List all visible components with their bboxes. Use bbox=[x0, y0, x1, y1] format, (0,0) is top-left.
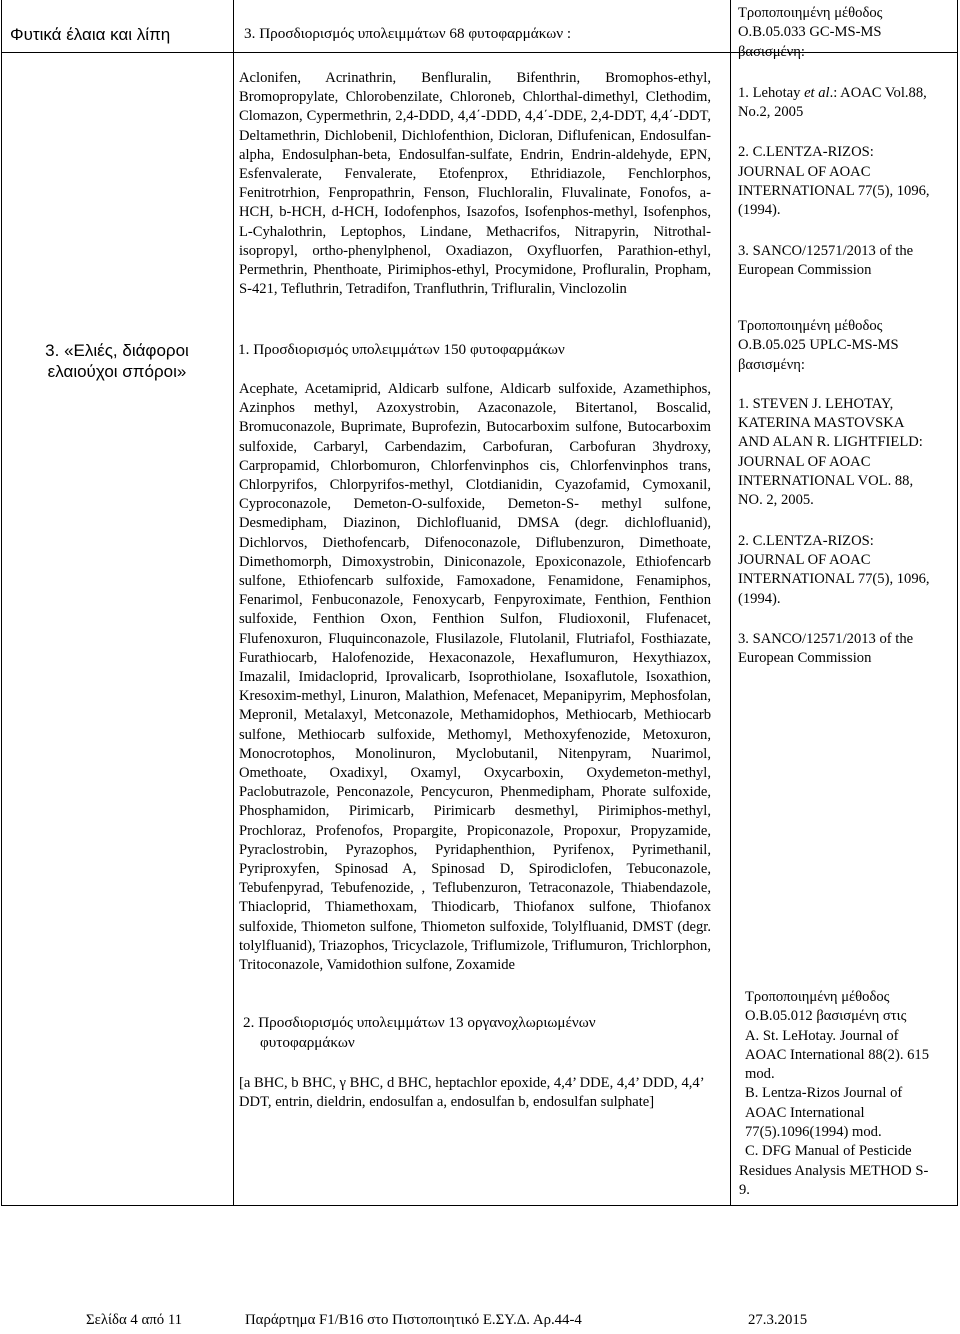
method-ref-1: 1. Lehotay et al.: AOAC Vol.88, bbox=[738, 84, 927, 101]
method-ref-2-line2: JOURNAL OF AOAC bbox=[738, 551, 871, 568]
pesticide-list-150: Acephate, Acetamiprid, Aldicarb sulfone, Aldicarb sulfoxide, Azamethiphos, Azinphos methyl, Azoxystrobin, Azaconazole, Bitertanol, Boscalid, Bromuconazole, Buprimate, Buprofezin, Butocarboxim sulfone, Butocarboxim sulfoxide, Carbaryl, Carbendazim, Carbofuran, Carbofuran 3hydroxy, Carpropamid, Chlorbomuron, Chlorfenvinphos cis, Chlorfenvinphos trans, Chlorpyrifos, Chlorpyrifos-methyl, Clotdianidin, Cyazofamid, Cymoxanil, Cyproconazole, Demeton-O-sulfoxide, Demeton-S- methyl sulfone, Desmedipham, Diazinon, Dichlofluanid, DMSA (degr. dichlofluanid), Dichlorvos, Diethofencarb, Difenoconazole, Diflubenzuron, Dimethoate, Dimethomorph, Dimoxystrobin, Diniconazole, Epoxiconazole, Ethiofencarb sulfone, Ethiofencarb sulfoxide, Famoxadone, Fenamidone, Fenamiphos, Fenarimol, Fenbuconazole, Fenoxycarb, Fenpyroximate, Fenthion, Fenthion sulfoxide, Fenthion Oxon, Fenthion Sulfon, Fludioxonil, Flufenacet, Flufenoxuron, Fluquinconazole, Flusilazole, Flutolanil, Flutriafol, Fosthiazate, Furathiocarb, Halofenozide, Hexaconazole, Hexaflumuron, Hexythiazox, Imazalil, Imidacloprid, Iprovalicarb, Isoprothiolane, Isoxaflutole, Isoxathion, Kresoxim-methyl, Linuron, Malathion, Mefenacet, Mepanipyrim, Mephosfolan, Mepronil, Metalaxyl, Metconazole, Methamidophos, Methiocarb, Methiocarb sulfone, Methiocarb sulfoxide, Methomyl, Methoxyfenozide, Metoxuron, Monocrotophos, Monolinuron, Myclobutanil, Nitenpyram, Nuarimol, Omethoate, Oxadixyl, Oxamyl, Oxycarboxin, Oxydemeton-methyl, Paclobutrazole, Penconazole, Pencycuron, Phenmedipham, Phorate sulfoxide, Phosphamidon, Pirimicarb, Pirimicarb desmethyl, Pirimiphos-methyl, Prochloraz, Profenofos, Propargite, Propiconazole, Propoxur, Propyzamide, Pyraclostrobin, Pyrazophos, Pyridaphenthion, Pyrifenox, Pyrimethanil, Pyriproxyfen, Spinosad A, Spinosad D, Spirodiclofen, Tebuconazole, Tebufenpyrad, Tebufenozide, , Teflubenzuron, Tetraconazole, Thiabendazole, Thiacloprid, Thiamethoxam, Thiodicarb, Thiofanox sulfone, Thiofanox sulfoxide, Thiometon sulfone, Thiometon sulfoxide, Tolylfluanid, DMST (degr. tolylfluanid), Triazophos, Tricyclazole, Triflumizole, Triflumuron, Trichlorphon, Tritoconazole, Vamidothion sulfone, Zoxamide bbox=[239, 381, 711, 974]
method2-line-1: Τροποποιημένη μέθοδος bbox=[745, 989, 890, 1005]
section-heading-13-organochlorines bbox=[243, 1013, 723, 1053]
method-ref-2: 2. C.LENTZA-RIZOS: bbox=[738, 144, 874, 161]
method2-line-6: B. Lentza-Rizos Journal of bbox=[745, 1085, 903, 1102]
method2-line-4: AOAC International 88(2). 615 bbox=[745, 1046, 930, 1063]
footer-date: 27.3.2015 bbox=[748, 1312, 808, 1328]
method-ref-3-line2: European Commission bbox=[738, 650, 872, 667]
method-ref-1-line4: JOURNAL OF AOAC bbox=[738, 453, 871, 470]
pesticide-list-68: Aclonifen, Acrinathrin, Benfluralin, Bifenthrin, Bromophos-ethyl, Bromopropylate, Chlorobenzilate, Chloroneb, Chlorthal-dimethyl, Clethodim, Clomazon, Cypermethrin, 2,4-DDD, 4,4΄-DDD, 4,4΄-DDE, 2,4-DDT, 4,4΄-DDT, Deltamethrin, Dichlobenil, Dichlofenthion, Dicloran, Diflufenican, Endosulfan-alpha, Endosulphan-beta, Endosulfan-sulfate, Endrin, Endrin-aldehyde, EPN, Esfenvalerate, Fenvalerate, Etofenprox, Ethridiazole, Fenchlorphos, Fenitrotrhion, Fenpropathrin, Fenson, Fluchloralin, Fluvalinate, Fonofos, a-HCH, b-HCH, d-HCH, Iodofenphos, Isazofos, Isofenphos-methyl, Isofenphos, L-Cyhalothrin, Leptophos, Lindane, Methacrifos, Nitrapyrin, Nitrothal-isopropyl, ortho-phenylphenol, Oxadiazon, Oxyfluorfen, Parathion-ethyl, Permethrin, Phenthoate, Pirimiphos-ethyl, Procymidone, Profluralin, Propham, S-421, Tefluthrin, Tetradifon, Tranfluthrin, Trifluralin, Vinclozolin bbox=[239, 70, 711, 298]
method-ref-1-line6: NO. 2, 2005. bbox=[738, 492, 814, 509]
category-vegetable-oils: Φυτικά έλαια και λίπη bbox=[10, 25, 171, 44]
method-block-ob05012 bbox=[739, 988, 955, 1200]
method-ref-2-line3: INTERNATIONAL 77(5), 1096, bbox=[738, 183, 930, 200]
method-title: Τροποποιημένη μέθοδος bbox=[738, 318, 883, 334]
method2-line-7: AOAC International bbox=[745, 1104, 865, 1121]
category-line-1: 3. «Ελιές, διάφοροι bbox=[45, 341, 189, 360]
method2-line-10: Residues Analysis METHOD S- bbox=[739, 1162, 929, 1179]
category-line-2: ελαιούχοι σπόροι» bbox=[47, 362, 187, 381]
method2-line-3: A. St. LeHotay. Journal of bbox=[745, 1027, 899, 1044]
method-ref-1-line3: AND ALAN R. LIGHTFIELD: bbox=[738, 434, 923, 451]
section-heading-150-pesticides: 1. Προσδιορισμός υπολειμμάτων 150 φυτοφαρμάκων bbox=[238, 341, 565, 358]
method-ref-2-line3: INTERNATIONAL 77(5), 1096, bbox=[738, 571, 930, 588]
method-ref-3: 3. SANCO/12571/2013 of the bbox=[738, 242, 914, 259]
method-based-on: βασισμένη: bbox=[738, 356, 805, 373]
heading-line-1: 2. Προσδιορισμός υπολειμμάτων 13 οργανοχλωριωμένων bbox=[243, 1014, 596, 1031]
method2-line-9: C. DFG Manual of Pesticide bbox=[745, 1143, 912, 1160]
method-ref-1: 1. STEVEN J. LEHOTAY, bbox=[738, 395, 894, 412]
section-heading-68-pesticides: 3. Προσδιορισμός υπολειμμάτων 68 φυτοφαρμάκων : bbox=[244, 25, 572, 42]
method-block-uplc bbox=[738, 317, 956, 668]
method-ref-2-line4: (1994). bbox=[738, 590, 781, 607]
method-block-gcms bbox=[738, 4, 956, 280]
method-ref-1-line2: KATERINA MASTOVSKA bbox=[738, 415, 905, 432]
method-code: Ο.Β.05.025 UPLC-MS-MS bbox=[738, 337, 899, 354]
heading-line-2: φυτοφαρμάκων bbox=[260, 1034, 355, 1051]
table-divider-1 bbox=[233, 0, 234, 1206]
method-ref-1-line2: No.2, 2005 bbox=[738, 104, 804, 121]
method-based-on: βασισμένη: bbox=[738, 43, 805, 60]
method-code: Ο.Β.05.033 GC-MS-MS bbox=[738, 24, 882, 41]
method2-line-8: 77(5).1096(1994) mod. bbox=[745, 1124, 882, 1141]
method2-line-11: 9. bbox=[739, 1181, 750, 1198]
method2-line-5: mod. bbox=[745, 1066, 775, 1083]
method-ref-3: 3. SANCO/12571/2013 of the bbox=[738, 630, 914, 647]
table-border-bottom bbox=[1, 1205, 958, 1206]
method-ref-3-line2: European Commission bbox=[738, 261, 872, 278]
method-ref-2: 2. C.LENTZA-RIZOS: bbox=[738, 532, 874, 549]
organochlorine-list-13: [a BHC, b BHC, γ BHC, d BHC, heptachlor epoxide, 4,4’ DDE, 4,4’ DDD, 4,4’ DDT, entrin, dieldrin, endosulfan a, endosulfan b, endosulfan sulphate] bbox=[239, 1075, 704, 1111]
method-ref-2-line4: (1994). bbox=[738, 202, 781, 219]
footer-annex: Παράρτημα F1/B16 στο Πιστοποιητικό Ε.ΣΥ.Δ. Αρ.44-4 bbox=[245, 1312, 582, 1328]
method-title: Τροποποιημένη μέθοδος bbox=[738, 5, 883, 21]
table-border-left bbox=[1, 0, 2, 1206]
method2-line-2: Ο.Β.05.012 βασισμένη στις bbox=[745, 1008, 907, 1025]
method-ref-1-line5: INTERNATIONAL VOL. 88, bbox=[738, 473, 914, 490]
table-border-right bbox=[957, 0, 958, 1206]
method-ref-2-line2: JOURNAL OF AOAC bbox=[738, 163, 871, 180]
footer-page-number: Σελίδα 4 από 11 bbox=[86, 1312, 183, 1328]
table-divider-2 bbox=[730, 0, 731, 1206]
category-olives-oilseeds bbox=[4, 340, 230, 382]
